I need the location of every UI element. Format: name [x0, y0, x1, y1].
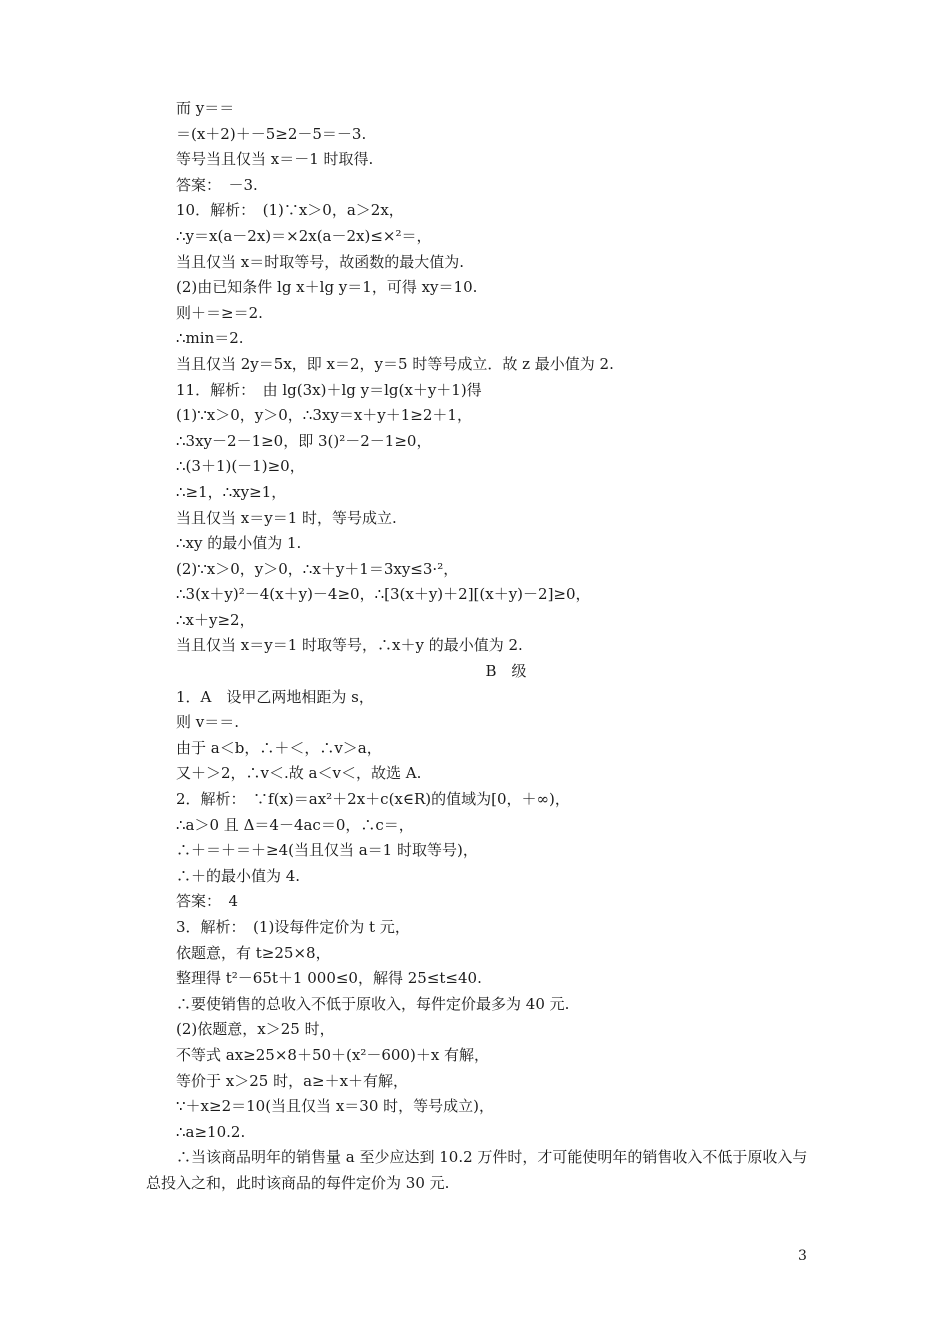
text-line: 11．解析： 由 lg(3x)＋lg y＝lg(x＋y＋1)得	[176, 380, 482, 399]
text-line: 不等式 ax≥25×8＋50＋(x²－600)＋x 有解，	[176, 1045, 490, 1064]
document-body	[146, 96, 816, 1197]
text-line: (1)∵x＞0，y＞0，∴3xy＝x＋y＋1≥2＋1，	[176, 406, 472, 425]
text-line: 则＋＝≥＝2.	[176, 303, 263, 322]
text-line: 当且仅当 x＝y＝1 时取等号，∴x＋y 的最小值为 2.	[176, 636, 523, 655]
text-line: ∴＋＝＋＝＋≥4(当且仅当 a＝1 时取等号)，	[176, 841, 478, 860]
text-line: 依题意，有 t≥25×8，	[176, 943, 331, 962]
text-line: ∴3xy－2－1≥0，即 3()²－2－1≥0，	[176, 431, 432, 450]
final-paragraph: ∴当该商品明年的销售量 a 至少应达到 10.2 万件时，才可能使明年的销售收入不低于原收入与总投入之和，此时该商品的每件定价为 30 元.	[146, 1148, 808, 1192]
text-line: ∴a＞0 且 Δ＝4－4ac＝0，∴c＝，	[176, 815, 414, 834]
text-line: ∴y＝x(a－2x)＝×2x(a－2x)≤×²＝，	[176, 226, 432, 245]
text-line: ∴3(x＋y)²－4(x＋y)－4≥0，∴[3(x＋y)＋2][(x＋y)－2]≥0，	[176, 585, 591, 604]
section-heading: B 级	[485, 662, 527, 681]
text-line: ∴xy 的最小值为 1.	[176, 534, 302, 553]
text-line: 当且仅当 x＝时取等号，故函数的最大值为.	[176, 252, 464, 271]
text-line: ∴min＝2.	[176, 329, 244, 348]
text-line: ∴(3＋1)(－1)≥0，	[176, 457, 305, 476]
text-line: (2)∵x＞0，y＞0，∴x＋y＋1＝3xy≤3·²，	[176, 559, 459, 578]
text-line: ∴a≥10.2.	[176, 1122, 246, 1141]
text-line: ∴＋的最小值为 4.	[176, 866, 301, 885]
text-line: 又＋＞2，∴v＜.故 a＜v＜，故选 A.	[176, 764, 422, 783]
text-line: 2．解析： ∵f(x)＝ax²＋2x＋c(x∈R)的值域为[0，＋∞)，	[176, 790, 570, 809]
text-line: 答案： －3.	[176, 175, 258, 194]
text-line: 10．解析： (1)∵x＞0，a＞2x，	[176, 201, 404, 220]
text-line: ∵＋x≥2＝10(当且仅当 x＝30 时，等号成立)，	[176, 1097, 494, 1116]
text-line: 1．A 设甲乙两地相距为 s，	[176, 687, 374, 706]
text-line: 当且仅当 2y＝5x，即 x＝2，y＝5 时等号成立．故 z 最小值为 2.	[176, 354, 614, 373]
text-line: 由于 a＜b，∴＋＜，∴v＞a，	[176, 738, 382, 757]
text-line: ∴要使销售的总收入不低于原收入，每件定价最多为 40 元.	[176, 994, 570, 1013]
text-line: (2)由已知条件 lg x＋lg y＝1，可得 xy＝10.	[176, 278, 478, 297]
text-line: 而 y＝＝	[176, 99, 235, 117]
text-line: ∴x＋y≥2，	[176, 610, 255, 629]
text-line: 答案： 4	[176, 892, 239, 911]
text-line: (2)依题意，x＞25 时，	[176, 1020, 335, 1039]
text-line: 当且仅当 x＝y＝1 时，等号成立.	[176, 508, 397, 527]
text-line: 等价于 x＞25 时，a≥＋x＋有解，	[176, 1071, 409, 1090]
text-line: ＝(x＋2)＋－5≥2－5＝－3.	[176, 124, 367, 143]
text-line: 整理得 t²－65t＋1 000≤0，解得 25≤t≤40.	[176, 969, 482, 988]
text-line: 3．解析： (1)设每件定价为 t 元，	[176, 918, 410, 936]
text-line: 等号当且仅当 x＝－1 时取得.	[176, 150, 374, 169]
text-line: ∴≥1，∴xy≥1，	[176, 482, 287, 501]
text-line: 则 v＝＝.	[176, 713, 240, 732]
page-number: 3	[798, 1248, 807, 1264]
